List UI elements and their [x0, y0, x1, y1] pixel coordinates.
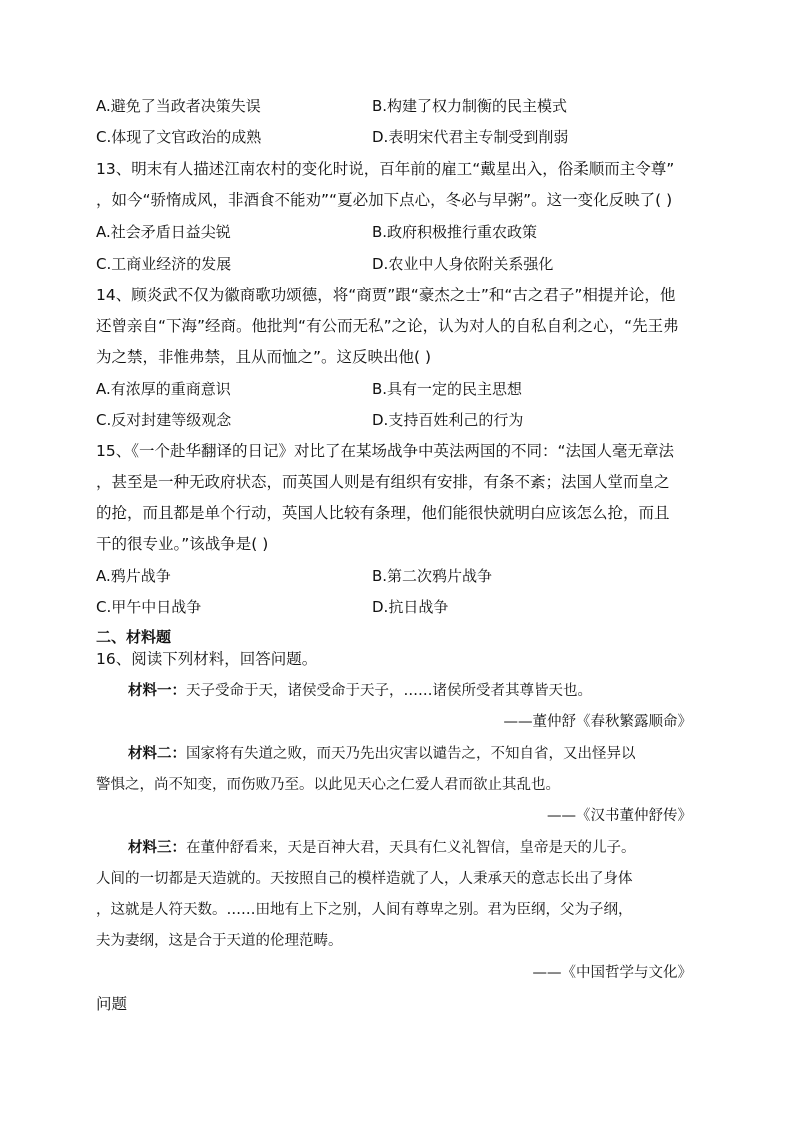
material-2-label: 材料二： [128, 745, 186, 762]
material-1 [128, 680, 592, 702]
section-heading: 二、材料题 [96, 628, 172, 646]
q13-option-c: C.工商业经济的发展 [96, 255, 232, 273]
q15-stem-line4: 干的很专业。”该战争是( ) [96, 535, 269, 553]
material-1-text: 天子受命于天，诸侯受命于天子，……诸侯所受者其尊皆天也。 [186, 683, 592, 699]
q12-option-a: A.避免了当政者决策失误 [96, 97, 261, 115]
material-2-line2: 警惧之，尚不知变，而伤败乃至。以此见天心之仁爱人君而欲止其乱也。 [96, 777, 560, 793]
q14-stem-line1: 14、顾炎武不仅为徽商歌功颂德，将“商贾”跟“豪杰之士”和“古之君子”相提并论，他 [96, 286, 676, 304]
q15-stem-line2: ，甚至是一种无政府状态，而英国人则是有组织有安排，有条不紊；法国人堂而皇之 [96, 473, 670, 491]
q15-option-d: D.抗日战争 [372, 598, 449, 616]
material-3-source: ——《中国哲学与文化》 [532, 965, 692, 981]
material-3-line3: ，这就是人符天数。……田地有上下之别，人间有尊卑之别。君为臣纲，父为子纲， [96, 902, 633, 918]
q13-stem-line1: 13、明末有人描述江南农村的变化时说，百年前的雇工“戴星出入，俗柔顺而主令尊” [96, 160, 675, 178]
material-3-line2: 人间的一切都是天造就的。天按照自己的模样造就了人，人秉承天的意志长出了身体 [96, 871, 633, 887]
q13-stem-line2: ，如今“骄惰成风，非酒食不能劝”“夏必加下点心，冬必与早粥”。这一变化反映了( ) [96, 191, 673, 209]
q14-stem-line3: 为之禁，非惟弗禁，且从而恤之”。这反映出他( ) [96, 348, 432, 366]
q13-option-b: B.政府积极推行重农政策 [372, 223, 538, 241]
q15-option-c: C.甲午中日战争 [96, 598, 202, 616]
material-3-text-line1: 在董仲舒看来，天是百神大君，天具有仁义礼智信，皇帝是天的儿子。 [186, 840, 636, 856]
material-1-label: 材料一： [128, 682, 186, 699]
material-1-source: ——董仲舒《春秋繁露顺命》 [503, 714, 692, 730]
q12-option-d: D.表明宋代君主专制受到削弱 [372, 128, 569, 146]
q15-stem-line1: 15、《一个赴华翻译的日记》对比了在某场战争中英法两国的不同：“法国人毫无章法 [96, 442, 675, 460]
q13-option-a: A.社会矛盾日益尖锐 [96, 223, 231, 241]
q14-option-c: C.反对封建等级观念 [96, 411, 232, 429]
q12-option-c: C.体现了文官政治的成熟 [96, 128, 262, 146]
material-3-line1 [128, 837, 636, 859]
question-label: 问题 [96, 995, 128, 1013]
q14-option-d: D.支持百姓利己的行为 [372, 411, 524, 429]
q15-option-a: A.鸦片战争 [96, 567, 171, 585]
material-2-text-line1: 国家将有失道之败，而天乃先出灾害以谴告之，不知自省，又出怪异以 [186, 746, 636, 762]
material-2-line1 [128, 743, 636, 765]
q12-option-b: B.构建了权力制衡的民主模式 [372, 97, 568, 115]
material-2-source: ——《汉书董仲舒传》 [547, 808, 692, 824]
q15-option-b: B.第二次鸦片战争 [372, 567, 493, 585]
q16-stem: 16、阅读下列材料，回答问题。 [96, 650, 318, 668]
q14-stem-line2: 还曾亲自“下海”经商。他批判“有公而无私”之论，认为对人的自私自利之心，“先王弗 [96, 317, 679, 335]
q13-option-d: D.农业中人身依附关系强化 [372, 255, 554, 273]
material-3-line4: 夫为妻纲，这是合于天道的伦理范畴。 [96, 933, 343, 949]
q15-stem-line3: 的抢，而且都是单个行动，英国人比较有条理，他们能很快就明白应该怎么抢，而且 [96, 504, 670, 522]
material-3-label: 材料三： [128, 839, 186, 856]
q14-option-b: B.具有一定的民主思想 [372, 380, 523, 398]
q14-option-a: A.有浓厚的重商意识 [96, 380, 231, 398]
